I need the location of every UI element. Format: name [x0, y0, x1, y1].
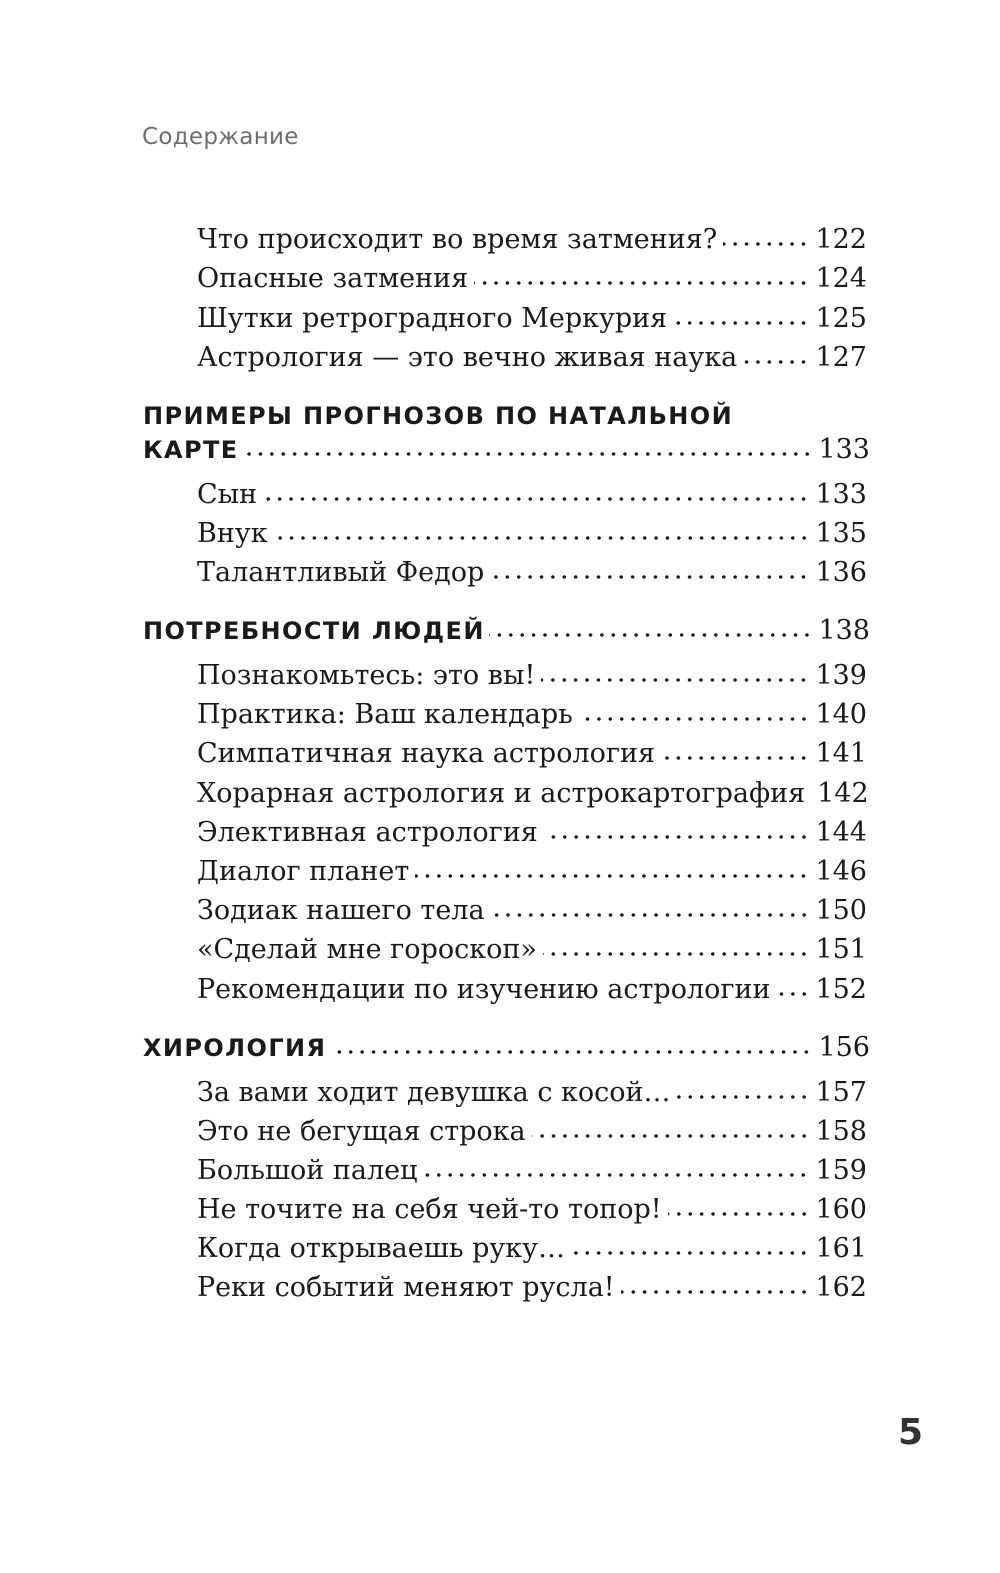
- toc-section-title-line1: ПРИМЕРЫ ПРОГНОЗОВ ПО НАТАЛЬНОЙ: [143, 402, 734, 430]
- dot-leader: [777, 992, 810, 996]
- toc-section-page: 133: [818, 434, 870, 465]
- dot-leader: [274, 536, 810, 540]
- dot-leader: [490, 575, 809, 579]
- dot-leader: [474, 281, 809, 285]
- dot-leader: [263, 497, 809, 501]
- toc-entry: [197, 976, 867, 1003]
- toc-entry-page: 141: [815, 738, 867, 769]
- dot-leader: [571, 1251, 809, 1255]
- toc-entry-page: 162: [815, 1272, 867, 1303]
- toc-entry: [197, 740, 867, 767]
- toc-entry: [197, 305, 867, 332]
- toc-entry-title: Талантливый Федор: [197, 557, 485, 588]
- toc-section-page: 138: [818, 615, 870, 646]
- toc-entry-page: 161: [815, 1233, 867, 1264]
- toc-entry-title: За вами ходит девушка с косой…: [197, 1077, 671, 1108]
- dot-leader: [532, 1134, 810, 1138]
- toc-entry-title: Опасные затмения: [197, 263, 469, 294]
- toc-entry: [197, 1118, 867, 1145]
- dot-leader: [489, 633, 813, 637]
- toc-entry-title: Это не бегущая строка: [197, 1116, 526, 1147]
- toc-entry: [197, 344, 867, 371]
- toc-entry: [197, 819, 867, 846]
- toc-entry: [197, 701, 867, 728]
- dot-leader: [621, 1290, 810, 1294]
- toc-entry: [197, 520, 867, 547]
- toc-entry-title: Внук: [197, 518, 268, 549]
- toc-section-page: 156: [818, 1032, 870, 1063]
- toc-entry-page: 152: [815, 974, 867, 1005]
- dot-leader: [544, 835, 810, 839]
- toc-entry-page: 133: [815, 479, 867, 510]
- toc-entry-title: Рекомендации по изучению астрологии: [197, 974, 771, 1005]
- toc-entry-title: Астрология — это вечно живая наука: [197, 342, 738, 373]
- toc-entry-title: Симпатичная наука астрология: [197, 738, 656, 769]
- toc-entry-page: 144: [815, 817, 867, 848]
- dot-leader: [579, 717, 810, 721]
- toc-entry: [197, 265, 867, 292]
- toc-entry: [197, 1274, 867, 1301]
- toc-entry-title: Реки событий меняют русла!: [197, 1272, 615, 1303]
- toc-entry: [197, 559, 867, 586]
- toc-entry: [197, 481, 867, 508]
- toc-section: [143, 436, 870, 463]
- toc-entry: [197, 662, 867, 689]
- dot-leader: [491, 913, 810, 917]
- toc-entry-page: 127: [815, 342, 867, 373]
- toc-entry: [197, 780, 867, 807]
- toc-entry-title: Что происходит во время затмения?: [197, 224, 718, 255]
- toc-entry-title: Зодиак нашего тела: [197, 895, 485, 926]
- toc-entry-title: Большой палец: [197, 1155, 418, 1186]
- toc-entry-title: Познакомьтесь: это вы!: [197, 660, 536, 691]
- running-head: Содержание: [142, 124, 299, 150]
- toc-entry-page: 125: [815, 303, 867, 334]
- toc-entry-page: 136: [815, 557, 867, 588]
- toc-entry-page: 146: [815, 856, 867, 887]
- dot-leader: [661, 756, 809, 760]
- toc-entry-title: Хорарная астрология и астрокартография: [197, 778, 806, 809]
- dot-leader: [415, 874, 809, 878]
- dot-leader: [668, 1212, 810, 1216]
- toc-entry: [197, 897, 867, 924]
- toc-entry-page: 142: [817, 778, 869, 809]
- toc-entry-page: 140: [815, 699, 867, 730]
- toc-entry-page: 135: [815, 518, 867, 549]
- toc-entry-page: 151: [815, 934, 867, 965]
- toc-entry: [197, 1235, 867, 1262]
- dot-leader: [423, 1173, 809, 1177]
- toc-entry-page: 139: [815, 660, 867, 691]
- toc-entry: [197, 1079, 867, 1106]
- toc-entry: [197, 226, 867, 253]
- toc-entry: [197, 1157, 867, 1184]
- dot-leader: [541, 678, 809, 682]
- toc-entry-title: Когда открываешь руку…: [197, 1233, 566, 1264]
- toc-entry-title: Шутки ретроградного Меркурия: [197, 303, 668, 334]
- toc-section: [143, 1034, 870, 1061]
- dot-leader: [330, 1050, 812, 1054]
- toc-entry-page: 158: [815, 1116, 867, 1147]
- page-number: 5: [898, 1412, 924, 1453]
- toc-entry-page: 157: [815, 1077, 867, 1108]
- dot-leader: [243, 452, 813, 456]
- toc-entry: [197, 936, 867, 963]
- dot-leader: [673, 321, 809, 325]
- toc-entry-page: 122: [815, 224, 867, 255]
- dot-leader: [723, 242, 809, 246]
- toc-entry-title: Не точите на себя чей-то топор!: [197, 1194, 662, 1225]
- toc-entry-page: 160: [815, 1194, 867, 1225]
- toc-entry-page: 159: [815, 1155, 867, 1186]
- toc-section-title: ПОТРЕБНОСТИ ЛЮДЕЙ: [143, 617, 485, 645]
- dot-leader: [743, 360, 809, 364]
- toc-entry: [197, 858, 867, 885]
- dot-leader: [543, 952, 810, 956]
- toc-entry-page: 124: [815, 263, 867, 294]
- toc-entry-title: Практика: Ваш календарь: [197, 699, 573, 730]
- toc-section-title: ХИРОЛОГИЯ: [143, 1034, 327, 1062]
- toc-entry: [197, 1196, 867, 1223]
- toc-section-title: КАРТЕ: [143, 436, 239, 464]
- toc-entry-page: 150: [815, 895, 867, 926]
- toc-entry-title: Сын: [197, 479, 258, 510]
- toc-entry-title: «Сделай мне гороскоп»: [197, 934, 537, 965]
- dot-leader: [677, 1095, 810, 1099]
- toc-section: [143, 617, 870, 644]
- toc-entry-title: Элективная астрология: [197, 817, 538, 848]
- toc-entry-title: Диалог планет: [197, 856, 410, 887]
